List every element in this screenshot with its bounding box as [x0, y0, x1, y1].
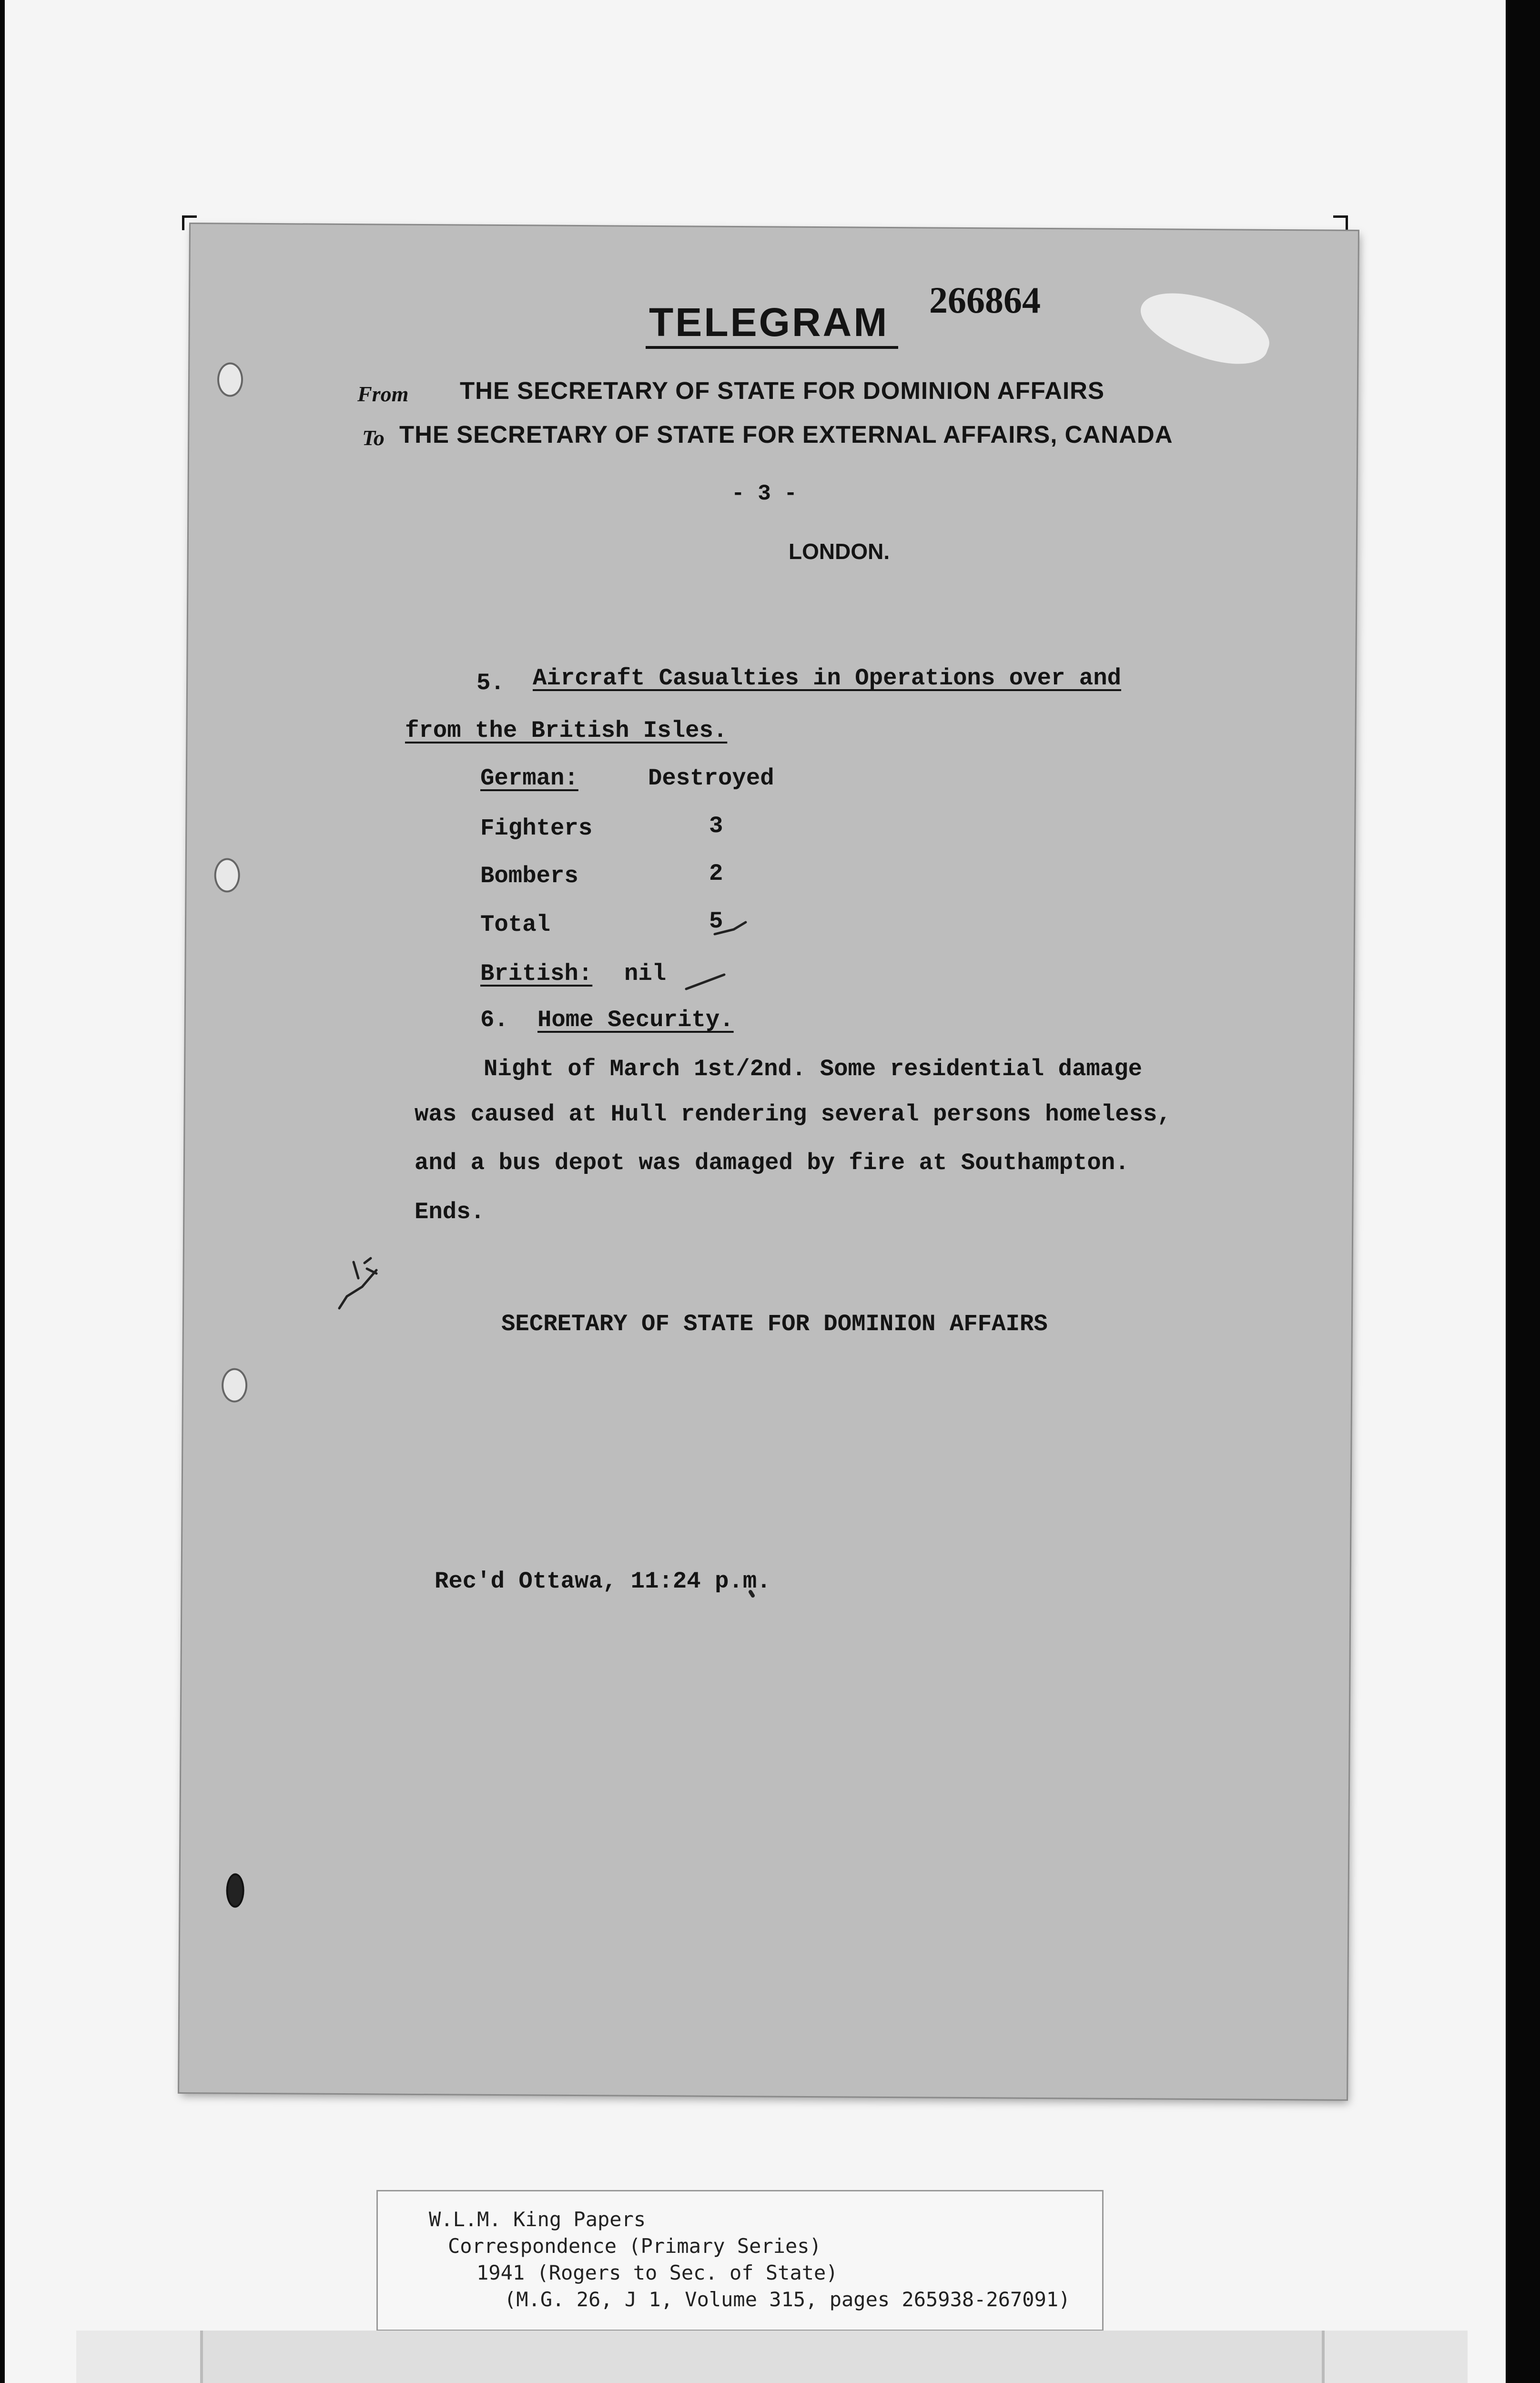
reference-line: W.L.M. King Papers — [429, 2208, 646, 2231]
section-6-number: 6. — [480, 1007, 508, 1033]
german-label: German: — [480, 765, 578, 792]
row-value: 2 — [709, 860, 723, 887]
card-edge-strip — [76, 2331, 203, 2383]
signature-line: SECRETARY OF STATE FOR DOMINION AFFAIRS — [501, 1311, 1048, 1337]
card-edge-strip — [1322, 2331, 1468, 2383]
archives-card — [76, 2331, 1468, 2383]
section-5-heading-cont: from the British Isles. — [405, 717, 728, 744]
page-number: - 3 - — [731, 481, 798, 506]
telegram-number: 266864 — [929, 279, 1041, 321]
punch-hole — [214, 858, 240, 892]
title-underline — [646, 346, 898, 349]
to-value: THE SECRETARY OF STATE FOR EXTERNAL AFFAIRS, CANADA — [399, 421, 1173, 448]
row-label: Bombers — [480, 863, 578, 889]
reference-line: 1941 (Rogers to Sec. of State) — [476, 2261, 838, 2284]
section-6-heading: Home Security. — [537, 1007, 734, 1033]
from-value: THE SECRETARY OF STATE FOR DOMINION AFFAIRS — [460, 377, 1104, 404]
punch-hole — [226, 1874, 244, 1908]
british-value: nil — [624, 960, 667, 987]
body-paragraph-line: Ends. — [415, 1199, 485, 1225]
punch-hole — [217, 362, 243, 397]
reference-line: (M.G. 26, J 1, Volume 315, pages 265938-267091) — [504, 2288, 1071, 2311]
row-value: 3 — [709, 813, 723, 839]
received-stamp: Rec'd Ottawa, 11:24 p.m. — [435, 1568, 771, 1595]
body-paragraph-line: was caused at Hull rendering several persons homeless, — [415, 1101, 1171, 1128]
row-label: Total — [480, 911, 551, 938]
section-5-heading: Aircraft Casualties in Operations over and — [533, 665, 1122, 692]
from-label: From — [357, 382, 409, 406]
telegram-title: TELEGRAM — [649, 300, 889, 345]
section-5-number: 5. — [476, 670, 505, 696]
to-label: To — [362, 426, 385, 450]
punch-hole — [222, 1368, 247, 1402]
british-label: British: — [480, 960, 593, 987]
body-paragraph-line: Night of March 1st/2nd. Some residential damage — [484, 1056, 1143, 1082]
row-value: 5 — [709, 908, 723, 935]
row-label: Fighters — [480, 815, 593, 842]
place-of-origin: LONDON. — [789, 539, 890, 564]
destroyed-header: Destroyed — [648, 765, 774, 792]
reference-line: Correspondence (Primary Series) — [448, 2234, 821, 2258]
body-paragraph-line: and a bus depot was damaged by fire at Southampton. — [415, 1150, 1129, 1176]
crop-mark — [1333, 215, 1348, 230]
